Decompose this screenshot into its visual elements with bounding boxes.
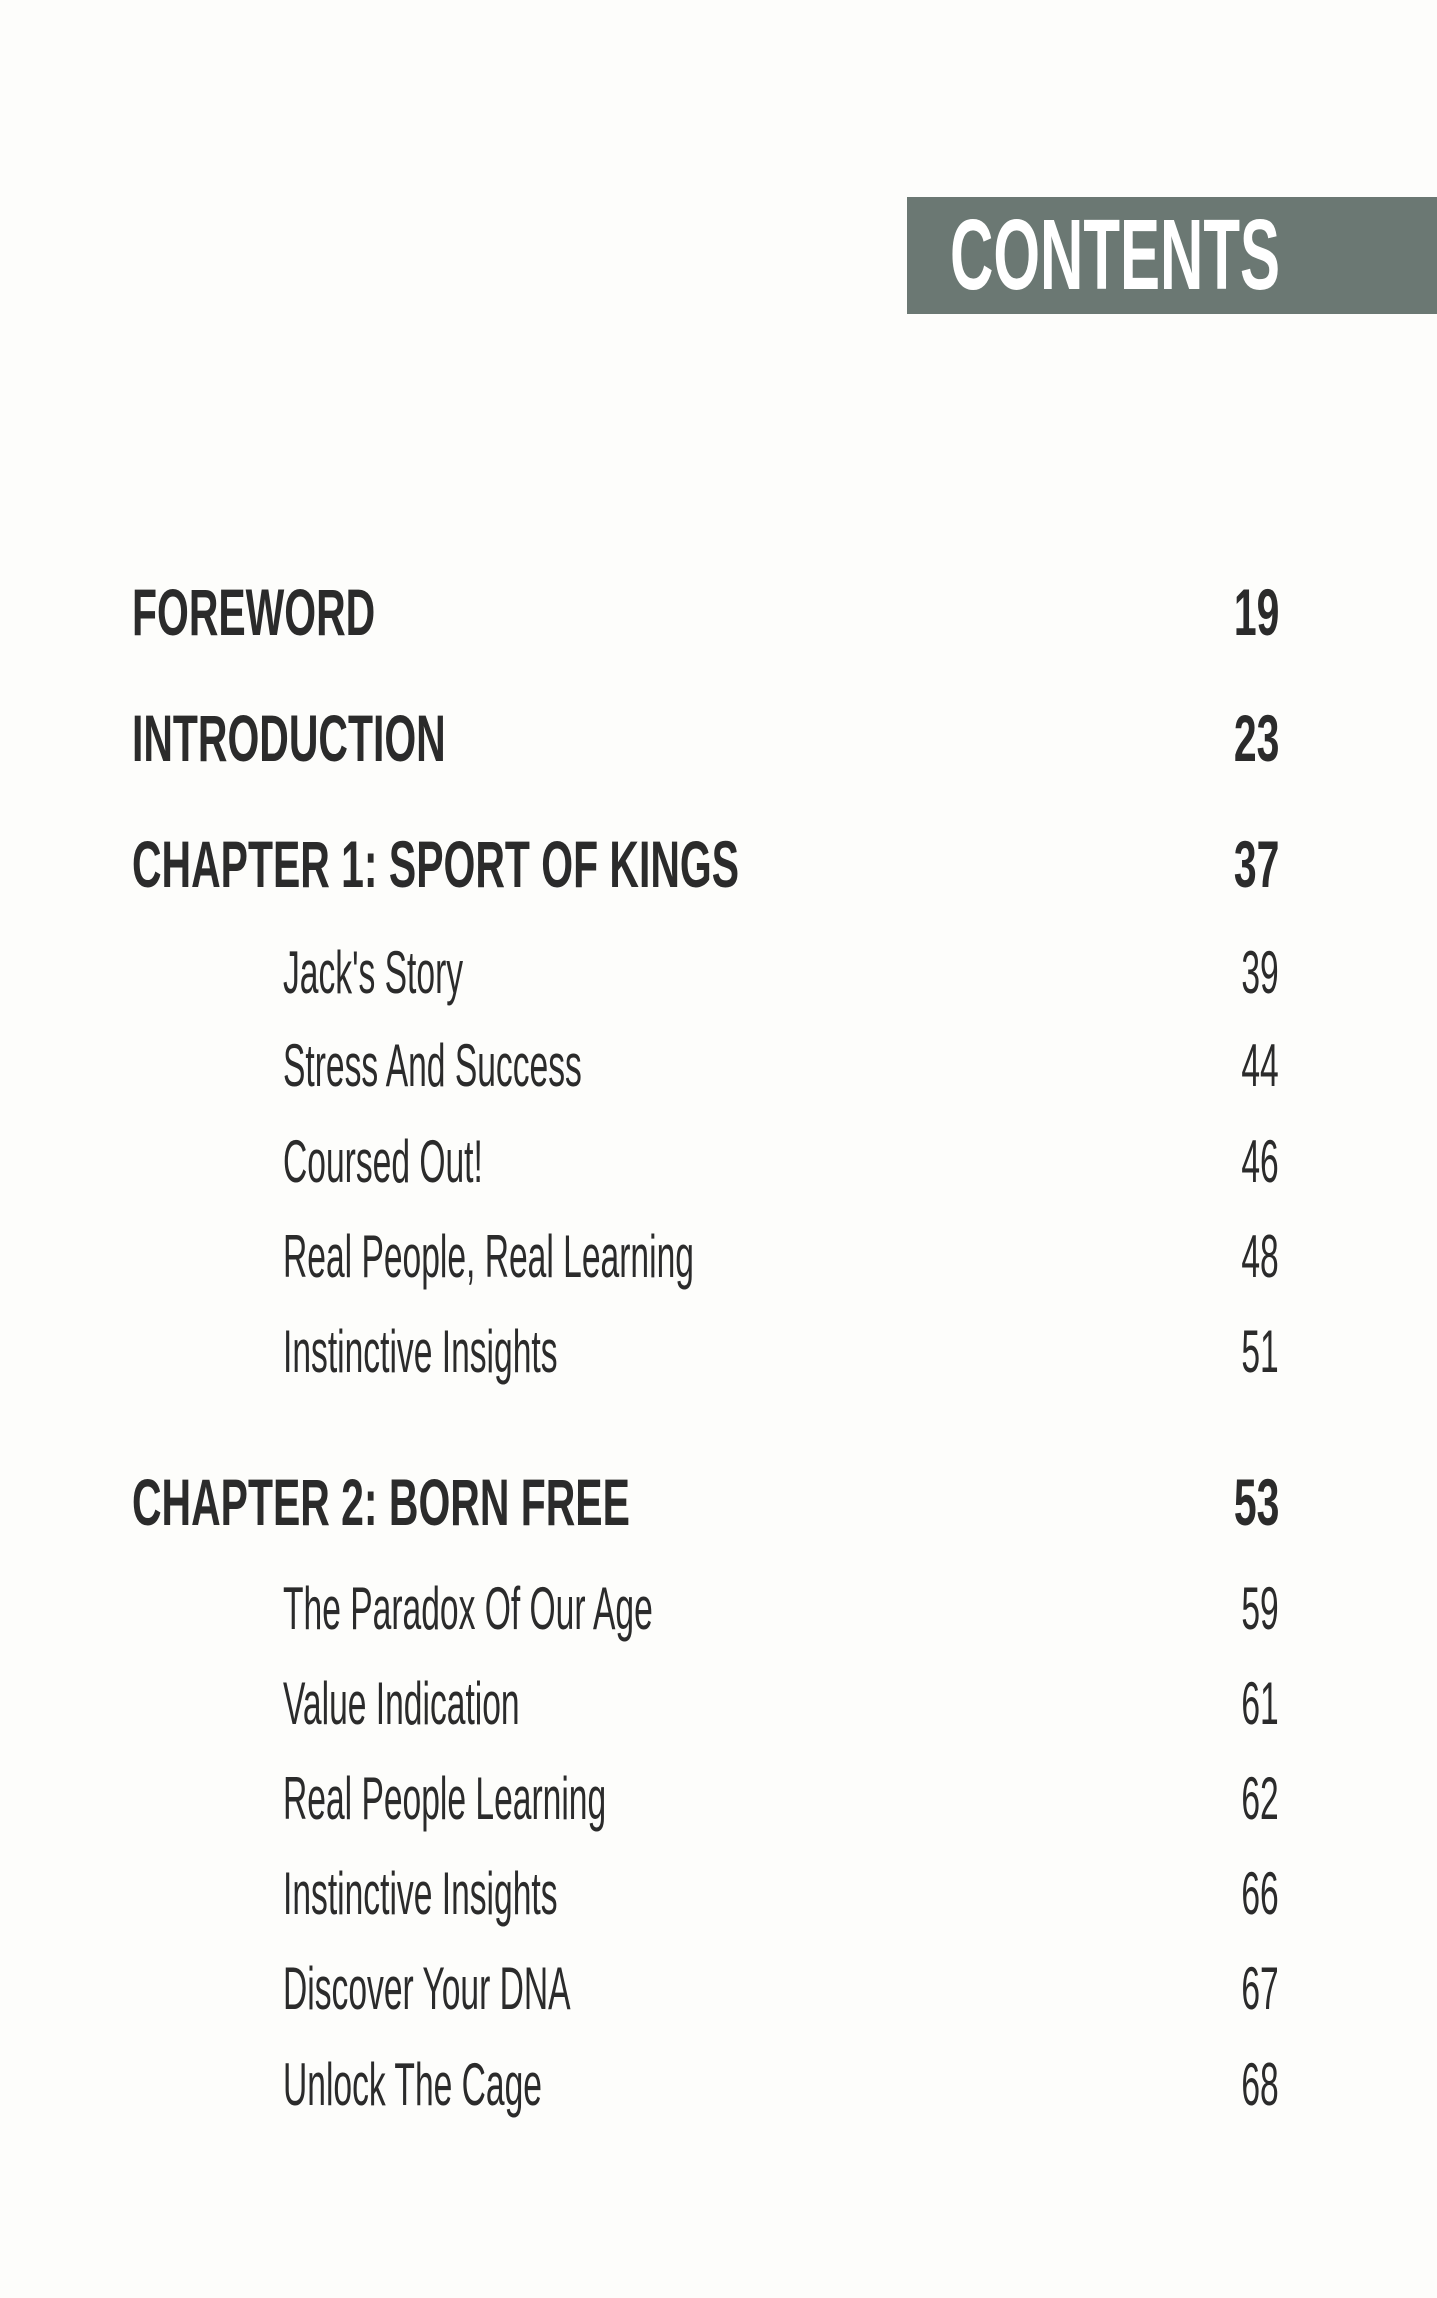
toc-subentry [0,1217,1437,1297]
toc-entry-page: 66 [1241,1860,1279,1927]
toc-entry-page: 68 [1241,2051,1279,2118]
toc-entry-label: Instinctive Insights [283,1860,558,1927]
toc-subentry [0,1026,1437,1106]
toc-entry-label: CHAPTER 1: SPORT OF KINGS [132,827,740,901]
page-title: CONTENTS [950,199,1280,311]
toc-entry-label: Stress And Success [283,1032,582,1099]
toc-subentry [0,1312,1437,1392]
toc-entry-label: Real People, Real Learning [283,1223,694,1290]
toc-entry-page: 67 [1241,1955,1279,2022]
toc-entry-page: 59 [1241,1575,1279,1642]
toc-entry-label: Discover Your DNA [283,1955,571,2022]
toc-entry-page: 37 [1233,827,1279,901]
toc-entry-page: 51 [1241,1318,1279,1385]
toc-subentry [0,933,1437,1013]
toc-entry-page: 23 [1233,701,1279,775]
toc-entry-page: 46 [1241,1128,1279,1195]
toc-entry-page: 61 [1241,1670,1279,1737]
toc-subentry [0,1664,1437,1744]
toc-entry-page: 39 [1241,939,1279,1006]
toc-entry-page: 48 [1241,1223,1279,1290]
toc-entry-foreword [0,572,1437,652]
toc-subentry [0,1854,1437,1934]
toc-entry-label: Value Indication [283,1670,520,1737]
toc-entry-label: The Paradox Of Our Age [283,1575,653,1642]
toc-entry-label: Jack's Story [283,939,464,1006]
contents-banner [907,197,1437,314]
toc-entry-label: FOREWORD [132,575,376,649]
toc-entry-label: Coursed Out! [283,1128,483,1195]
toc-subentry [0,1949,1437,2029]
toc-entry-label: INTRODUCTION [132,701,446,775]
toc-entry-page: 53 [1233,1465,1279,1539]
toc-entry-page: 19 [1233,575,1279,649]
toc-entry-page: 62 [1241,1765,1279,1832]
toc-entry-label: CHAPTER 2: BORN FREE [132,1465,630,1539]
toc-entry-label: Unlock The Cage [283,2051,542,2118]
toc-subentry [0,2045,1437,2125]
toc-entry-page: 44 [1241,1032,1279,1099]
toc-entry-label: Instinctive Insights [283,1318,558,1385]
toc-subentry [0,1569,1437,1649]
toc-entry-chapter-1 [0,824,1437,904]
toc-entry-introduction [0,698,1437,778]
toc-subentry [0,1759,1437,1839]
toc-entry-label: Real People Learning [283,1765,607,1832]
toc-entry-chapter-2 [0,1462,1437,1542]
toc-subentry [0,1122,1437,1202]
